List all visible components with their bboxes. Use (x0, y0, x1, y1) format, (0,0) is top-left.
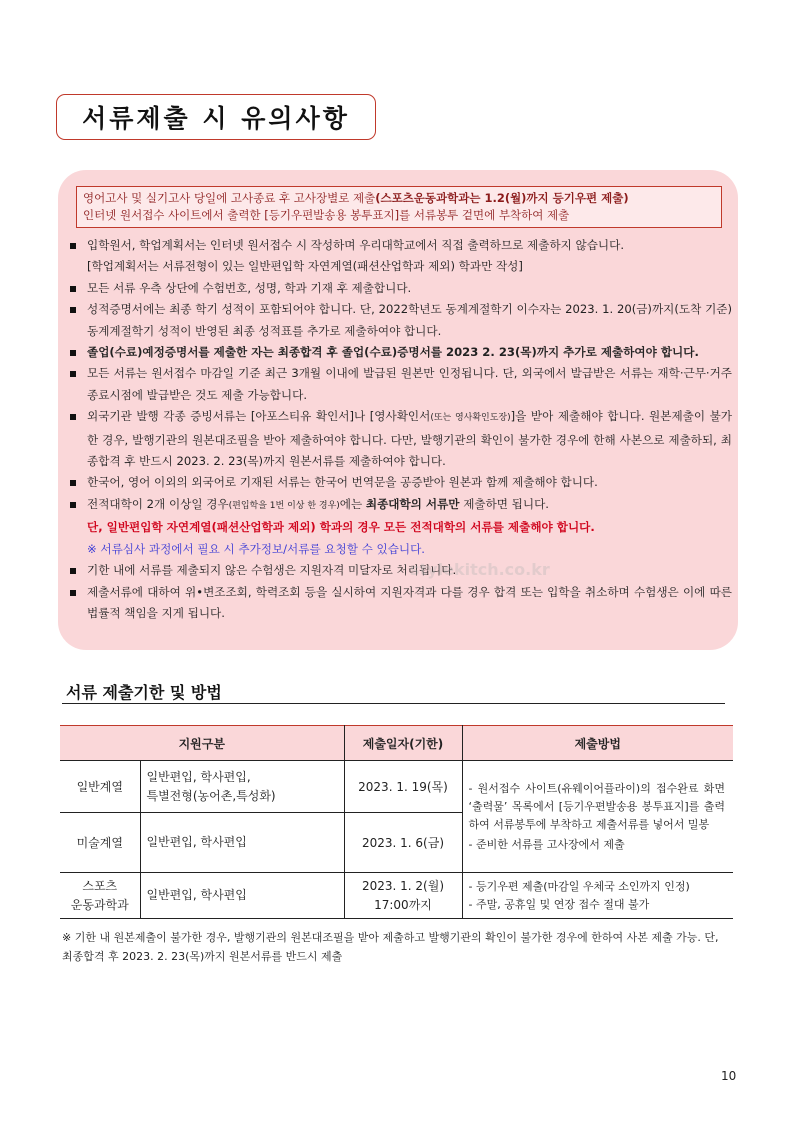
table-row (60, 761, 733, 813)
list-item-text: 한국어, 영어 이외의 외국어로 기재된 서류는 한국어 번역문을 공증받아 원본과 함께 제출해야 합니다. (87, 475, 598, 490)
bullet-square-icon (70, 414, 76, 420)
list-item-emphasis: 최종대학의 서류만 (365, 496, 460, 511)
group-cell (60, 873, 140, 919)
list-item-text: 전적대학이 2개 이상일 경우 (87, 496, 229, 511)
watermark-text: stylekitch.co.kr (410, 560, 550, 579)
method-line: - 등기우편 제출(마감일 우체국 소인까지 인정) (468, 879, 690, 893)
bullet-square-icon (70, 568, 76, 574)
group-cell: 일반계열 (60, 761, 140, 813)
list-item-text: 기한 내에 서류를 제출되지 않은 수험생은 지원자격 미달자로 처리됩니다. (87, 563, 457, 578)
list-item-subtext: [학업계획서는 서류전형이 있는 일반편입학 자연계열(패션산업학과 제외) 학과만 작성] (87, 259, 523, 274)
table-row (60, 873, 733, 919)
page-number: 10 (721, 1069, 737, 1083)
date-cell: 2023. 1. 6(금) (344, 813, 462, 873)
page-title-box (56, 94, 376, 140)
list-item (68, 278, 732, 299)
method-cell (462, 873, 733, 919)
header-date: 제출일자(기한) (344, 726, 462, 761)
list-item-info: ※ 서류심사 과정에서 필요 시 추가정보/서류를 요청할 수 있습니다. (87, 541, 425, 556)
group-line: 스포츠 (82, 878, 118, 893)
header-type: 지원구분 (60, 726, 344, 761)
bullet-square-icon (70, 286, 76, 292)
type-cell: 일반편입, 학사편입 (140, 813, 344, 873)
method-line: - 원서접수 사이트(유웨이어플라이)의 접수완료 화면 ‘출력물’ 목록에서 [등기우편발송용 봉투표지]를 출력하여 서류봉투에 부착하고 제출서류를 넣어서 밀봉 (468, 781, 725, 831)
list-item (68, 494, 732, 560)
list-item-warning: 단, 일반편입학 자연계열(패션산업학과 제외) 학과의 경우 모든 전적대학의 서류를 제출해야 합니다. (87, 520, 595, 535)
alert-line-2: 인터넷 원서접수 사이트에서 출력한 [등기우편발송용 봉투표지]를 서류봉투 겉면에 부착하여 제출 (83, 208, 570, 222)
notice-list (68, 235, 732, 624)
list-item (68, 299, 732, 342)
header-method: 제출방법 (462, 726, 733, 761)
date-cell (344, 873, 462, 919)
deadline-table (60, 725, 733, 919)
bullet-square-icon (70, 502, 76, 508)
alert-line-1 (83, 190, 715, 207)
page-title: 서류제출 시 유의사항 (82, 104, 350, 133)
list-item-text: 외국기관 발행 각종 증빙서류는 [아포스티유 확인서]나 [영사확인서 (87, 409, 431, 424)
method-line: - 준비한 서류를 고사장에서 제출 (468, 837, 625, 851)
list-item-note: (편입학을 1번 이상 한 경우) (228, 500, 340, 511)
list-item-text: 모든 서류는 원서접수 마감일 기준 최근 3개월 이내에 발급된 원본만 인정됩니다. 단, 외국에서 발급받은 서류는 재학·근무·거주 종료시점에 발급받은 것도 제출 가능합니다. (87, 366, 732, 402)
type-cell (140, 761, 344, 813)
list-item-text-cont: 에는 (339, 496, 366, 511)
date-line: 2023. 1. 2(월) (361, 878, 445, 893)
list-item-text: 성적증명서에는 최종 학기 성적이 포함되어야 합니다. 단, 2022학년도 동계계절학기 이수자는 2023. 1. 20(금)까지(도착 기준) 동계계절학기 성적이 반영된 최종 성적표를 추가로 제출하여야 합니다. (87, 302, 732, 338)
method-cell (462, 761, 733, 873)
alert-box (76, 186, 722, 228)
type-line: 특별전형(농어촌,특성화) (146, 788, 276, 803)
bullet-square-icon (70, 350, 76, 356)
bullet-square-icon (70, 480, 76, 486)
footnote: ※ 기한 내 원본제출이 불가한 경우, 발행기관의 원본대조필을 받아 제출하고 발행기관의 확인이 불가한 경우에 한하여 사본 제출 가능. 단, 최종합격 후 2023. 2. 23(목)까지 원본서류를 반드시 제출 (62, 931, 719, 963)
list-item-text: 졸업(수료)예정증명서를 제출한 자는 최종합격 후 졸업(수료)증명서를 2023 2. 23(목)까지 추가로 제출하여야 합니다. (87, 345, 699, 360)
list-item (68, 560, 732, 581)
list-item (68, 406, 732, 472)
alert-line-1-text: 영어고사 및 실기고사 당일에 고사종료 후 고사장별로 제출 (83, 191, 376, 205)
list-item-note: (또는 영사확인도장) (430, 413, 511, 424)
list-item (68, 235, 732, 278)
list-item (68, 342, 732, 363)
bullet-square-icon (70, 307, 76, 313)
list-item-text-cont: ]을 받아 제출해야 합니다. 원본제출이 불가한 경우, 발행기관의 원본대조필을 받아 제출하여야 합니다. 다만, 발행기관의 확인이 불가한 경우에 한해 사본으로 제출하되, 최종합격 후 반드시 2023. 2. 23(목)까지 원본서류를 제출하여야 합니다. (87, 409, 733, 469)
section-divider (62, 703, 725, 704)
group-cell: 미술계열 (60, 813, 140, 873)
bullet-square-icon (70, 590, 76, 596)
alert-line-1-emphasis: (스포츠운동과학과는 1.2(월)까지 등기우편 제출) (375, 191, 629, 205)
type-cell: 일반편입, 학사편입 (140, 873, 344, 919)
section-title: 서류 제출기한 및 방법 (66, 683, 222, 702)
date-cell: 2023. 1. 19(목) (344, 761, 462, 813)
type-line: 일반편입, 학사편입, (146, 769, 251, 784)
list-item (68, 472, 732, 493)
bullet-square-icon (70, 243, 76, 249)
list-item-text: 모든 서류 우측 상단에 수험번호, 성명, 학과 기재 후 제출합니다. (87, 280, 412, 295)
list-item-text-end: 제출하면 됩니다. (459, 496, 549, 511)
list-item-text: 제출서류에 대하여 위•변조조회, 학력조회 등을 실시하여 지원자격과 다를 경우 합격 또는 입학을 취소하며 수험생은 이에 따른 법률적 책임을 지게 됩니다. (87, 584, 732, 620)
list-item (68, 363, 732, 406)
group-line: 운동과학과 (70, 897, 129, 912)
list-item-text: 입학원서, 학업계획서는 인터넷 원서접수 시 작성하며 우리대학교에서 직접 출력하므로 제출하지 않습니다. (87, 238, 625, 252)
list-item (68, 582, 732, 625)
table-header-row (60, 726, 733, 761)
date-line: 17:00까지 (374, 897, 432, 912)
method-line: - 주말, 공휴일 및 연장 접수 절대 불가 (468, 897, 650, 911)
bullet-square-icon (70, 371, 76, 377)
